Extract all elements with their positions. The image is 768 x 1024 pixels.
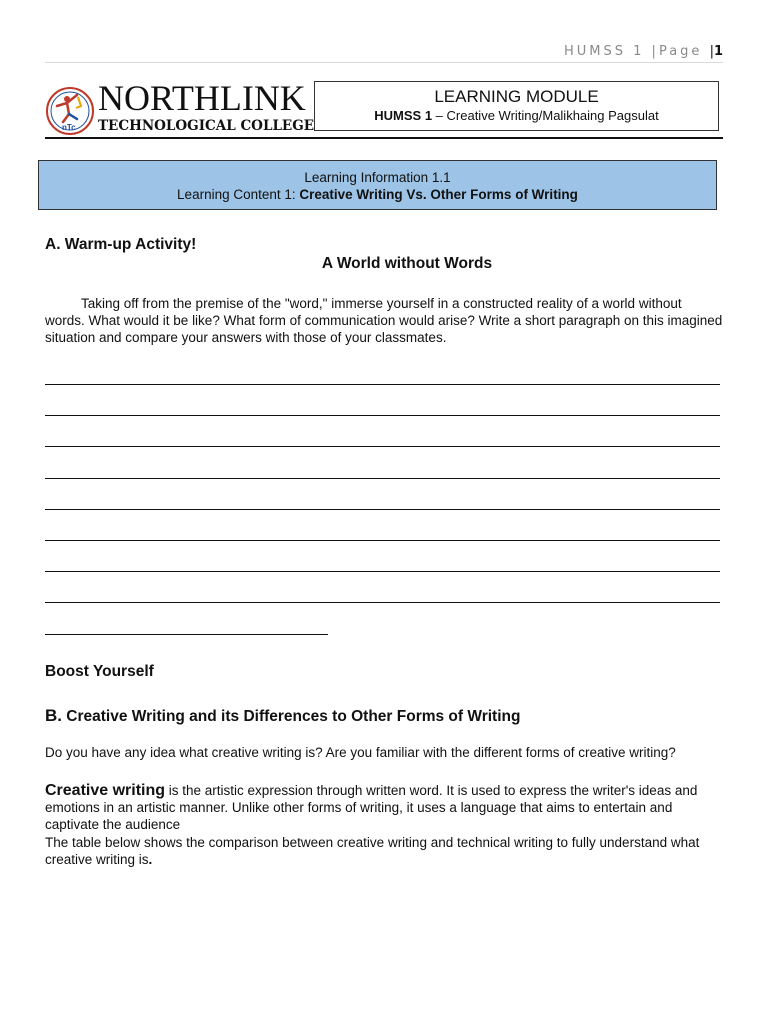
- table-intro-period: .: [148, 852, 153, 867]
- boost-yourself-heading: Boost Yourself: [45, 663, 154, 680]
- module-title-box: [314, 81, 719, 131]
- section-b-heading: [45, 706, 520, 726]
- learning-info-box: [38, 160, 717, 210]
- svg-text:nTc: nTc: [62, 123, 76, 132]
- module-title: LEARNING MODULE: [434, 87, 599, 106]
- activity-paragraph: Taking off from the premise of the "word," immerse yourself in a constructed reality of a world without words. What would it be like? What form of communication would arise? Write a short paragraph on this imagined situation and compare your answers with those of your classmates.: [45, 296, 723, 345]
- answer-line[interactable]: [45, 384, 720, 385]
- page-header: [564, 44, 723, 59]
- module-course: [315, 108, 718, 123]
- page-number: 1: [713, 44, 723, 59]
- learning-info-title: Learning Information 1.1: [304, 170, 451, 185]
- learning-content-prefix: Learning Content 1:: [177, 187, 300, 202]
- activity-title: A World without Words: [321, 255, 493, 272]
- section-b-title: Creative Writing and its Differences to Other Forms of Writing: [62, 708, 521, 725]
- section-a-heading: A. Warm-up Activity!: [45, 236, 197, 253]
- definition-text: is the artistic expression through written word. It is used to express the writer's ideas and emotions in an artistic manner. Unlike other forms of writing, it uses a language that aims to entertain and captivate the audience: [45, 783, 698, 832]
- answer-line-short[interactable]: [45, 634, 328, 635]
- college-logo-icon: [45, 86, 95, 136]
- learning-content-title: Creative Writing Vs. Other Forms of Writing: [299, 187, 578, 202]
- section-b-letter: B.: [45, 706, 62, 725]
- answer-line[interactable]: [45, 509, 720, 510]
- header-divider: [45, 62, 723, 63]
- intro-question: Do you have any idea what creative writing is? Are you familiar with the different forms of creative writing?: [45, 745, 676, 760]
- college-subtitle: TECHNOLOGICAL COLLEGE: [98, 118, 315, 134]
- college-wordmark: [98, 80, 314, 135]
- answer-line[interactable]: [45, 478, 720, 479]
- module-course-code: HUMSS 1: [374, 108, 433, 123]
- page-header-separator: |: [709, 44, 714, 59]
- definition-term: Creative writing: [45, 782, 166, 799]
- answer-line[interactable]: [45, 446, 720, 447]
- college-name: NORTHLINK: [98, 78, 306, 118]
- creative-writing-definition: [45, 782, 723, 833]
- answer-line[interactable]: [45, 571, 720, 572]
- module-course-name: – Creative Writing/Malikhaing Pagsulat: [432, 108, 659, 123]
- learning-content-line: [39, 186, 716, 203]
- answer-line[interactable]: [45, 602, 720, 603]
- page-header-course: HUMSS 1 |Page: [564, 44, 703, 59]
- table-intro: [45, 834, 723, 868]
- answer-line[interactable]: [45, 540, 720, 541]
- title-divider: [45, 137, 723, 139]
- table-intro-text: The table below shows the comparison between creative writing and technical writing to fully understand what creative writing is: [45, 835, 700, 867]
- answer-line[interactable]: [45, 415, 720, 416]
